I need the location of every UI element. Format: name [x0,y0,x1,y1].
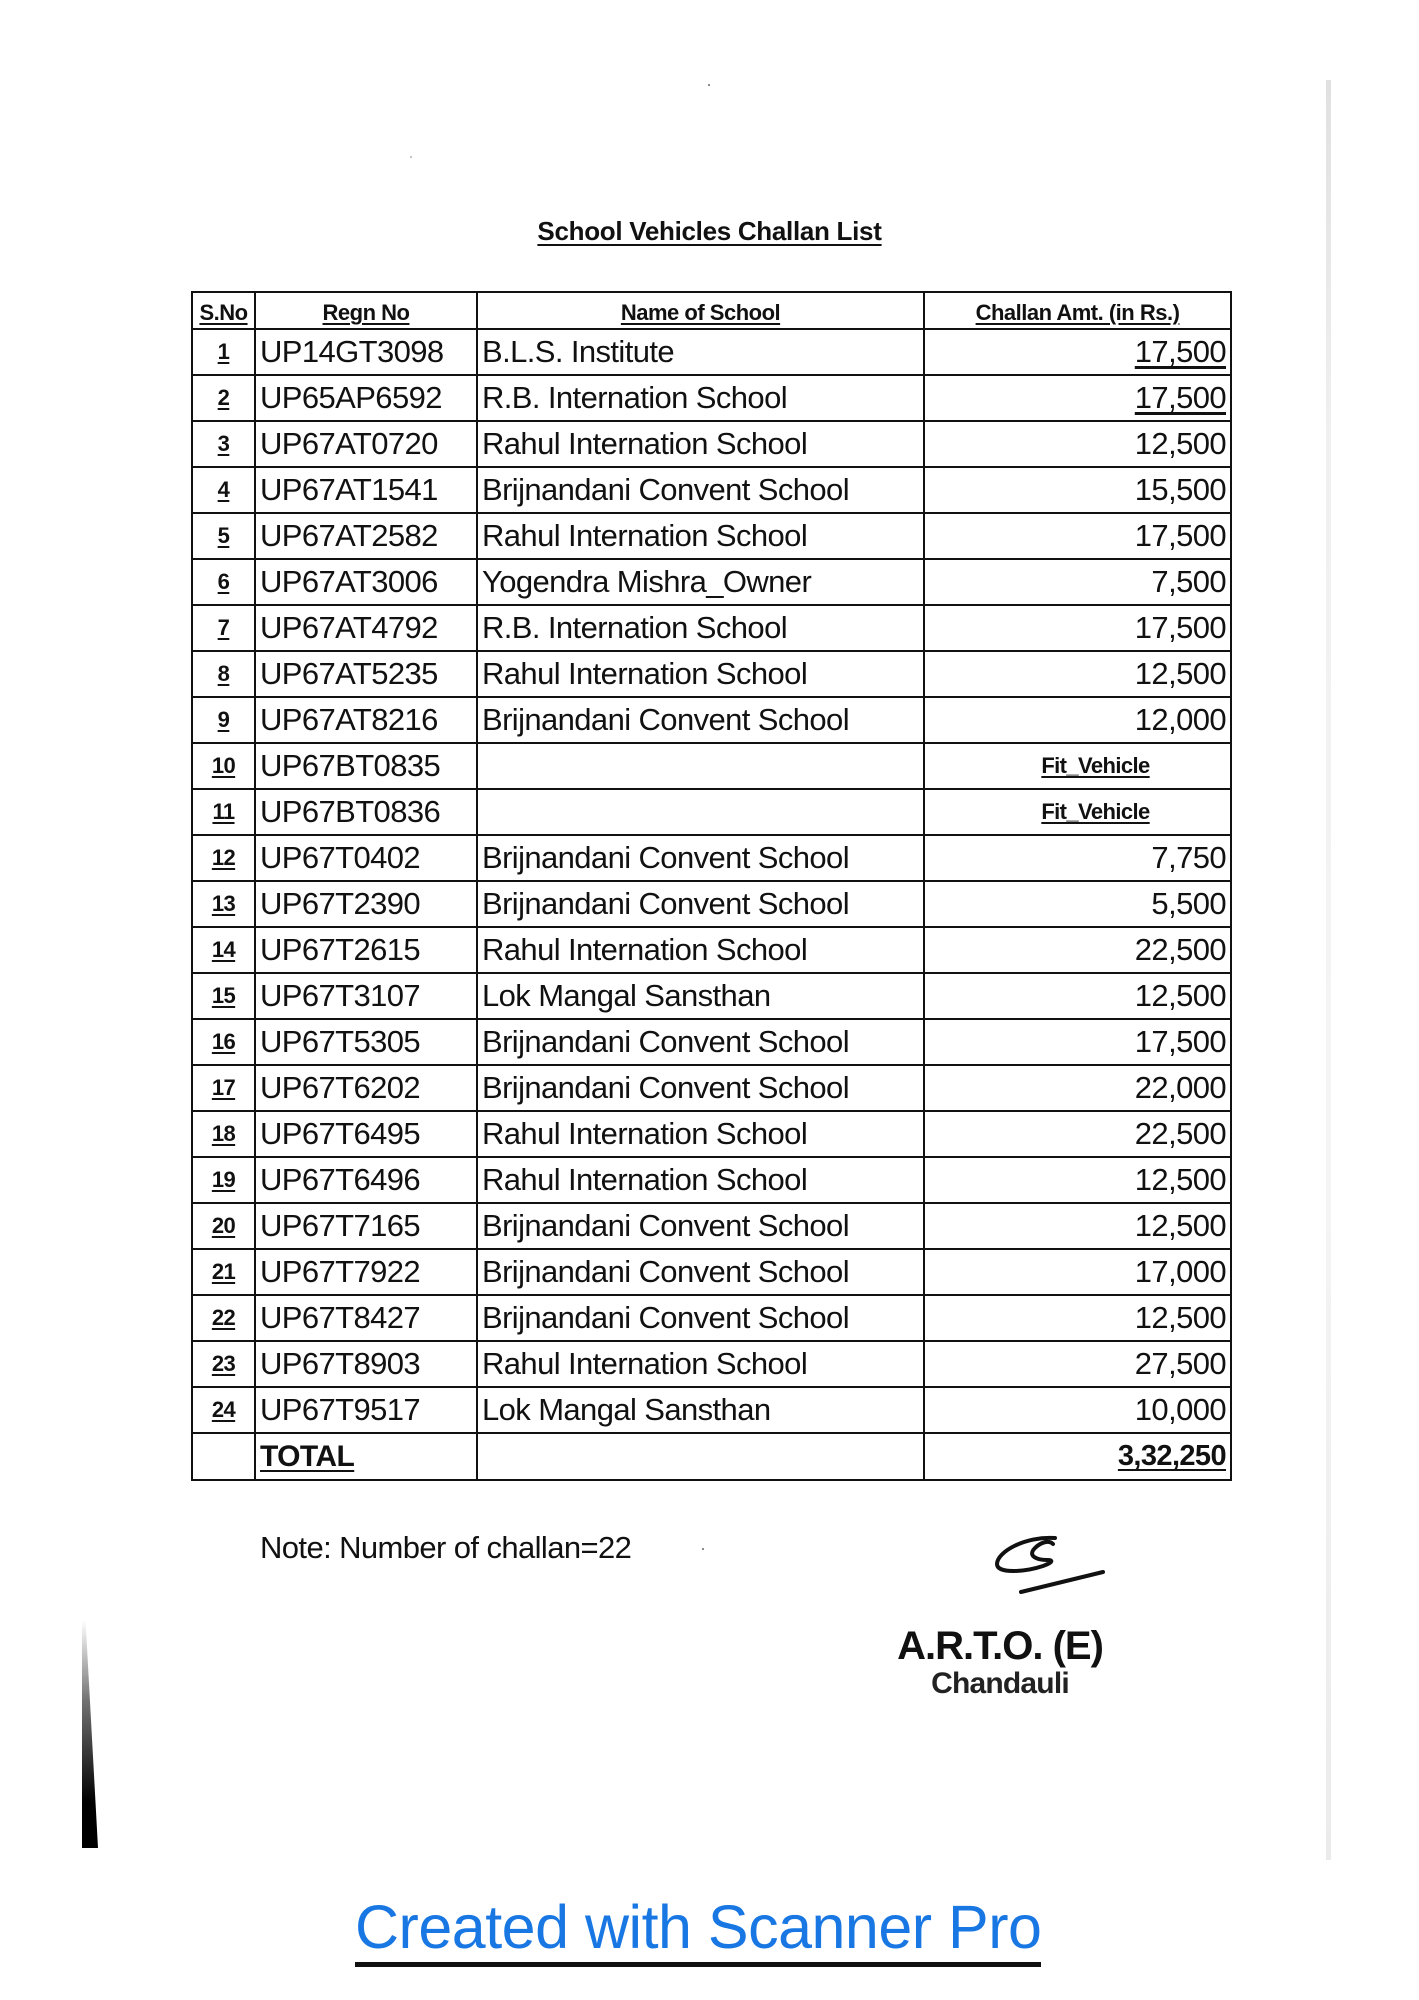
regn-cell: UP67AT0720 [255,421,477,467]
sno-cell: 18 [192,1111,255,1157]
table-row [192,375,1231,421]
amount-cell: 22,500 [924,927,1231,973]
regn-cell: UP67BT0836 [255,789,477,835]
table-row [192,1295,1231,1341]
school-cell [477,743,924,789]
sno-cell: 13 [192,881,255,927]
table-row [192,1249,1231,1295]
sno-cell: 6 [192,559,255,605]
regn-cell: UP67AT4792 [255,605,477,651]
scanner-pro-watermark-link[interactable]: Created with Scanner Pro [355,1892,1041,1967]
regn-cell: UP67T3107 [255,973,477,1019]
amount-cell: 17,500 [924,605,1231,651]
school-cell: Rahul Internation School [477,421,924,467]
school-cell: B.L.S. Institute [477,329,924,375]
table-row [192,467,1231,513]
school-cell: Rahul Internation School [477,927,924,973]
table-row [192,697,1231,743]
amount-cell: 15,500 [924,467,1231,513]
school-cell: Brijnandani Convent School [477,1249,924,1295]
school-cell: Lok Mangal Sansthan [477,973,924,1019]
regn-cell: UP67T2615 [255,927,477,973]
table-row [192,559,1231,605]
amount-cell: 22,000 [924,1065,1231,1111]
amount-cell: 12,500 [924,1203,1231,1249]
sno-cell: 7 [192,605,255,651]
table-row [192,881,1231,927]
scan-speck [702,1548,704,1550]
fit-vehicle-status: Fit_Vehicle [924,743,1231,789]
school-cell: Lok Mangal Sansthan [477,1387,924,1433]
regn-cell: UP67T5305 [255,1019,477,1065]
school-cell: Rahul Internation School [477,1157,924,1203]
regn-cell: UP67T7922 [255,1249,477,1295]
regn-cell: UP67T6496 [255,1157,477,1203]
regn-cell: UP67T7165 [255,1203,477,1249]
total-row [192,1433,1231,1480]
table-row [192,421,1231,467]
amount-cell: 27,500 [924,1341,1231,1387]
column-header-amount: Challan Amt. (in Rs.) [924,292,1231,329]
regn-cell: UP67T2390 [255,881,477,927]
school-cell: Brijnandani Convent School [477,1295,924,1341]
sno-cell: 22 [192,1295,255,1341]
challan-count-note: Note: Number of challan=22 [260,1530,632,1565]
table-row [192,835,1231,881]
sno-cell: 23 [192,1341,255,1387]
sno-cell: 3 [192,421,255,467]
total-label: TOTAL [255,1433,477,1480]
school-cell: Rahul Internation School [477,1111,924,1157]
amount-cell: 10,000 [924,1387,1231,1433]
amount-cell: 7,500 [924,559,1231,605]
school-cell: Rahul Internation School [477,651,924,697]
sno-cell: 10 [192,743,255,789]
amount-cell: 12,500 [924,651,1231,697]
sno-cell: 5 [192,513,255,559]
table-body [192,329,1231,1433]
table-row [192,973,1231,1019]
amount-cell: 7,750 [924,835,1231,881]
column-header-sno: S.No [192,292,255,329]
school-cell: Yogendra Mishra_Owner [477,559,924,605]
amount-cell: 12,500 [924,1157,1231,1203]
regn-cell: UP67AT5235 [255,651,477,697]
school-cell: R.B. Internation School [477,375,924,421]
regn-cell: UP65AP6592 [255,375,477,421]
column-header-school: Name of School [477,292,924,329]
regn-cell: UP67T8903 [255,1341,477,1387]
amount-cell: 17,500 [924,1019,1231,1065]
sno-cell: 11 [192,789,255,835]
table-row [192,1065,1231,1111]
sno-cell: 20 [192,1203,255,1249]
regn-cell: UP67T0402 [255,835,477,881]
amount-cell: 12,500 [924,421,1231,467]
sno-cell: 24 [192,1387,255,1433]
table-row [192,789,1231,835]
table-row [192,651,1231,697]
signatory-title: A.R.T.O. (E) [897,1624,1103,1668]
scan-speck [708,84,710,86]
school-cell: Brijnandani Convent School [477,1065,924,1111]
table-row [192,329,1231,375]
challan-table [191,291,1232,1481]
sno-cell: 15 [192,973,255,1019]
regn-cell: UP67AT1541 [255,467,477,513]
scan-speck [410,156,412,158]
regn-cell: UP67T8427 [255,1295,477,1341]
fit-vehicle-status: Fit_Vehicle [924,789,1231,835]
sno-cell: 21 [192,1249,255,1295]
school-cell: Brijnandani Convent School [477,881,924,927]
school-cell: Brijnandani Convent School [477,835,924,881]
school-cell: Rahul Internation School [477,513,924,559]
school-cell: Brijnandani Convent School [477,697,924,743]
table-header-row [192,292,1231,329]
sno-cell: 17 [192,1065,255,1111]
sno-cell: 9 [192,697,255,743]
sno-cell: 19 [192,1157,255,1203]
signatory-place: Chandauli [931,1667,1069,1700]
regn-cell: UP67BT0835 [255,743,477,789]
sno-cell: 4 [192,467,255,513]
scan-edge-shadow-right [1326,80,1331,1860]
sno-cell: 2 [192,375,255,421]
amount-cell: 12,500 [924,1295,1231,1341]
table-row [192,1203,1231,1249]
signature-mark [985,1530,1105,1610]
amount-cell: 17,500 [924,329,1231,375]
school-cell: Brijnandani Convent School [477,467,924,513]
total-school-cell [477,1433,924,1480]
regn-cell: UP67AT3006 [255,559,477,605]
regn-cell: UP67AT2582 [255,513,477,559]
sno-cell: 12 [192,835,255,881]
table-row [192,1111,1231,1157]
amount-cell: 17,500 [924,375,1231,421]
scan-edge-shadow-left [82,1620,98,1848]
sno-cell: 8 [192,651,255,697]
total-amount: 3,32,250 [924,1433,1231,1480]
school-cell: Brijnandani Convent School [477,1019,924,1065]
school-cell: Rahul Internation School [477,1341,924,1387]
amount-cell: 12,000 [924,697,1231,743]
document-title: School Vehicles Challan List [537,216,882,246]
amount-cell: 17,500 [924,513,1231,559]
signatory-stamp [880,1624,1120,1700]
table-row [192,605,1231,651]
amount-cell: 17,000 [924,1249,1231,1295]
regn-cell: UP14GT3098 [255,329,477,375]
regn-cell: UP67AT8216 [255,697,477,743]
amount-cell: 12,500 [924,973,1231,1019]
table-row [192,1019,1231,1065]
column-header-regn: Regn No [255,292,477,329]
regn-cell: UP67T6495 [255,1111,477,1157]
table-row [192,927,1231,973]
school-cell: Brijnandani Convent School [477,1203,924,1249]
table-row [192,513,1231,559]
amount-cell: 22,500 [924,1111,1231,1157]
table-row [192,1157,1231,1203]
total-sno-cell [192,1433,255,1480]
sno-cell: 16 [192,1019,255,1065]
table-row [192,743,1231,789]
table-row [192,1341,1231,1387]
school-cell [477,789,924,835]
sno-cell: 14 [192,927,255,973]
school-cell: R.B. Internation School [477,605,924,651]
regn-cell: UP67T9517 [255,1387,477,1433]
table-row [192,1387,1231,1433]
sno-cell: 1 [192,329,255,375]
amount-cell: 5,500 [924,881,1231,927]
regn-cell: UP67T6202 [255,1065,477,1111]
